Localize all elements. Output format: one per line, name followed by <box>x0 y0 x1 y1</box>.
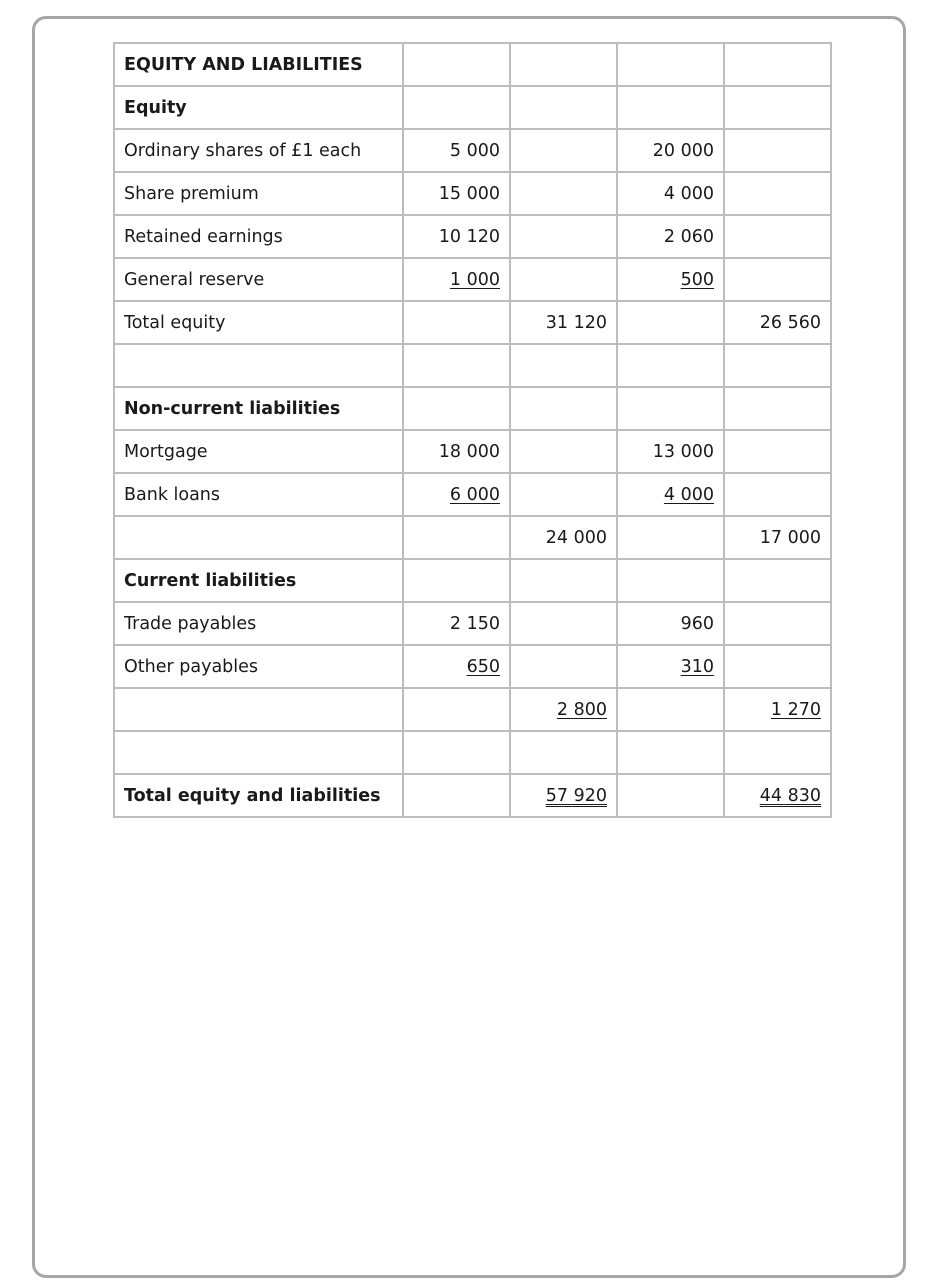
cell-col3: 13 000 <box>617 430 724 473</box>
row-label: Trade payables <box>114 602 403 645</box>
cell-col2 <box>510 172 617 215</box>
cell-col3 <box>617 86 724 129</box>
table-row <box>114 602 831 645</box>
row-label: EQUITY AND LIABILITIES <box>114 43 403 86</box>
cell-col1 <box>403 559 510 602</box>
row-label: Other payables <box>114 645 403 688</box>
row-label: Non-current liabilities <box>114 387 403 430</box>
cell-col1 <box>403 387 510 430</box>
table-row <box>114 473 831 516</box>
cell-col1: 1 000 <box>403 258 510 301</box>
table-row <box>114 301 831 344</box>
table-row <box>114 430 831 473</box>
row-label: General reserve <box>114 258 403 301</box>
cell-col3: 20 000 <box>617 129 724 172</box>
row-label: Retained earnings <box>114 215 403 258</box>
table-row <box>114 774 831 817</box>
table-row <box>114 43 831 86</box>
cell-col3 <box>617 43 724 86</box>
cell-col3: 310 <box>617 645 724 688</box>
row-label <box>114 731 403 774</box>
cell-col4 <box>724 258 831 301</box>
cell-col4: 26 560 <box>724 301 831 344</box>
cell-col2 <box>510 344 617 387</box>
cell-col3: 960 <box>617 602 724 645</box>
table-row <box>114 516 831 559</box>
table-row <box>114 258 831 301</box>
table-row <box>114 344 831 387</box>
cell-col2 <box>510 645 617 688</box>
cell-col3: 2 060 <box>617 215 724 258</box>
cell-col3 <box>617 731 724 774</box>
cell-col1 <box>403 43 510 86</box>
cell-col2 <box>510 215 617 258</box>
cell-col1 <box>403 86 510 129</box>
cell-col3 <box>617 688 724 731</box>
cell-col4 <box>724 430 831 473</box>
cell-col4 <box>724 43 831 86</box>
cell-col4 <box>724 86 831 129</box>
cell-col1 <box>403 688 510 731</box>
equity-liabilities-table <box>113 42 832 818</box>
table-row <box>114 387 831 430</box>
cell-col4: 1 270 <box>724 688 831 731</box>
cell-col2 <box>510 473 617 516</box>
cell-col4 <box>724 215 831 258</box>
cell-col1 <box>403 731 510 774</box>
table-row <box>114 731 831 774</box>
cell-col4 <box>724 387 831 430</box>
table-row <box>114 688 831 731</box>
table-row <box>114 559 831 602</box>
cell-col3 <box>617 387 724 430</box>
cell-col2 <box>510 258 617 301</box>
cell-col3 <box>617 559 724 602</box>
table-row <box>114 86 831 129</box>
table-row <box>114 645 831 688</box>
cell-col1 <box>403 774 510 817</box>
cell-col2 <box>510 387 617 430</box>
table-row <box>114 129 831 172</box>
cell-col3 <box>617 774 724 817</box>
row-label <box>114 344 403 387</box>
cell-col1 <box>403 301 510 344</box>
cell-col1: 18 000 <box>403 430 510 473</box>
row-label: Ordinary shares of £1 each <box>114 129 403 172</box>
row-label <box>114 688 403 731</box>
cell-col2 <box>510 86 617 129</box>
cell-col3: 500 <box>617 258 724 301</box>
cell-col3 <box>617 344 724 387</box>
cell-col4 <box>724 645 831 688</box>
cell-col1: 6 000 <box>403 473 510 516</box>
cell-col4 <box>724 559 831 602</box>
row-label <box>114 516 403 559</box>
table-row <box>114 215 831 258</box>
cell-col2: 24 000 <box>510 516 617 559</box>
cell-col1 <box>403 344 510 387</box>
cell-col1: 15 000 <box>403 172 510 215</box>
cell-col2 <box>510 430 617 473</box>
cell-col1: 2 150 <box>403 602 510 645</box>
cell-col3 <box>617 301 724 344</box>
cell-col3 <box>617 516 724 559</box>
row-label: Total equity and liabilities <box>114 774 403 817</box>
row-label: Mortgage <box>114 430 403 473</box>
cell-col4 <box>724 473 831 516</box>
cell-col2 <box>510 129 617 172</box>
cell-col1: 5 000 <box>403 129 510 172</box>
cell-col1: 650 <box>403 645 510 688</box>
cell-col4 <box>724 129 831 172</box>
cell-col2 <box>510 731 617 774</box>
cell-col3: 4 000 <box>617 473 724 516</box>
cell-col2: 31 120 <box>510 301 617 344</box>
row-label: Current liabilities <box>114 559 403 602</box>
cell-col2 <box>510 602 617 645</box>
cell-col4 <box>724 602 831 645</box>
cell-col2 <box>510 43 617 86</box>
row-label: Share premium <box>114 172 403 215</box>
row-label: Total equity <box>114 301 403 344</box>
cell-col4: 17 000 <box>724 516 831 559</box>
cell-col3: 4 000 <box>617 172 724 215</box>
cell-col2 <box>510 559 617 602</box>
table-row <box>114 172 831 215</box>
cell-col1 <box>403 516 510 559</box>
cell-col2: 57 920 <box>510 774 617 817</box>
row-label: Equity <box>114 86 403 129</box>
cell-col4 <box>724 344 831 387</box>
cell-col4 <box>724 172 831 215</box>
table-body <box>114 43 831 817</box>
cell-col4: 44 830 <box>724 774 831 817</box>
row-label: Bank loans <box>114 473 403 516</box>
cell-col1: 10 120 <box>403 215 510 258</box>
cell-col2: 2 800 <box>510 688 617 731</box>
cell-col4 <box>724 731 831 774</box>
